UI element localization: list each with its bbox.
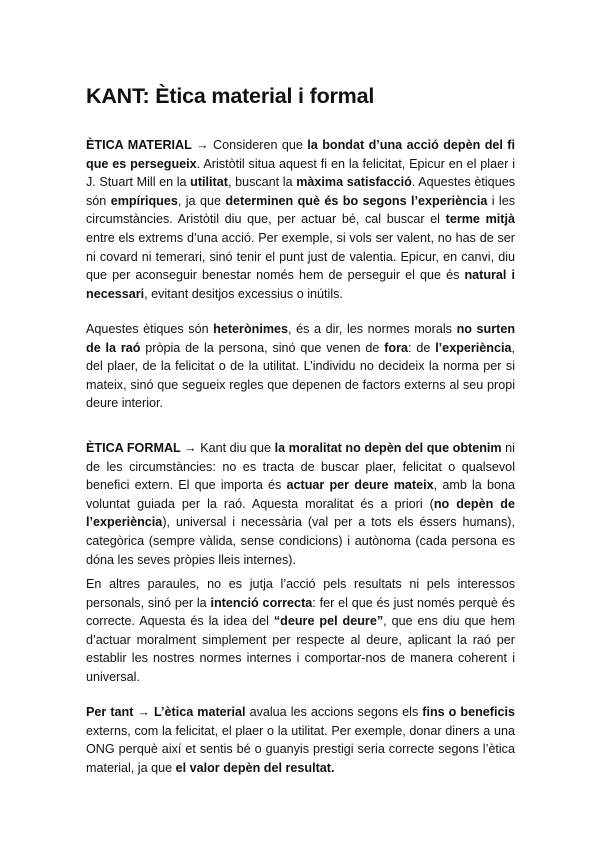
page-title: KANT: Ètica material i formal — [86, 84, 375, 108]
paragraph-etica-formal: ÈTICA FORMAL → Kant diu que la moralitat no depèn del que obtenim ni de les circumstàncies: no es tracta de buscar plaer, felicitat o qualsevol benefici extern. El que importa és actuar per deure mateix, amb la bona voluntat guiada per la raó. Aquesta moralitat és a priori (no depèn de l’experiència), universal i necessària (val per a tots els éssers humans), categòrica (sempre vàlida, sense condicions) i autònoma (cada persona es dóna les seves pròpies lleis internes). — [86, 441, 515, 567]
paragraph-heteronomes: Aquestes ètiques són heterònimes, és a dir, les normes morals no surten de la raó pròpia de la persona, sinó que venen de fora: de l’experiència, del plaer, de la felicitat o de la utilitat. L’individu no decideix la norma per si mateix, sinó que segueix regles que depenen de factors externs al seu propi deure interior. — [86, 322, 516, 411]
paragraph-etica-material: ÈTICA MATERIAL → Consideren que la bondat d’una acció depèn del fi que es persegueix. Aristòtil situa aquest fi en la felicitat, Epicur en el plaer i J. Stuart Mill en la utilitat, buscant la màxima satisfacció. Aquestes ètiques són empíriques, ja que determinen què és bo segons l’experiència i les circumstàncies. Aristòtil diu que, per actuar bé, cal buscar el terme mitjà entre els extrems d’una acció. Per exemple, si vols ser valent, no has de ser ni covard ni temerari, sinó tenir el punt just de valentia. Epicur, en canvi, diu que per aconseguir benestar només hem de perseguir el que és natural i necessari, evitant desitjos excessius o inútils. — [86, 138, 515, 301]
paragraph-deure-pel-deure: En altres paraules, no es jutja l’acció pels resultats ni pels interessos personals, sinó per la intenció correcta: fer el que és just només perquè és correcte. Aquesta és la idea del “deure pel deure”, que ens diu que hem d’actuar moralment simplement per respecte al deure, aplicant la raó per establir les nostres normes internes i comportar-nos de manera coherent i universal. — [86, 577, 515, 684]
paragraph-per-tant: Per tant → L’ètica material avalua les accions segons els fins o beneficis externs, com la felicitat, el plaer o la utilitat. Per exemple, donar diners a una ONG perquè així et sentis bé o guanyis prestigi seria correcte segons l’ètica material, ja que el valor depèn del resultat. — [86, 705, 515, 775]
section-heading-etica-material: ÈTICA MATERIAL → — [86, 138, 209, 152]
section-heading-per-tant: Per tant → — [86, 705, 151, 719]
section-heading-etica-formal: ÈTICA FORMAL → — [86, 441, 197, 455]
